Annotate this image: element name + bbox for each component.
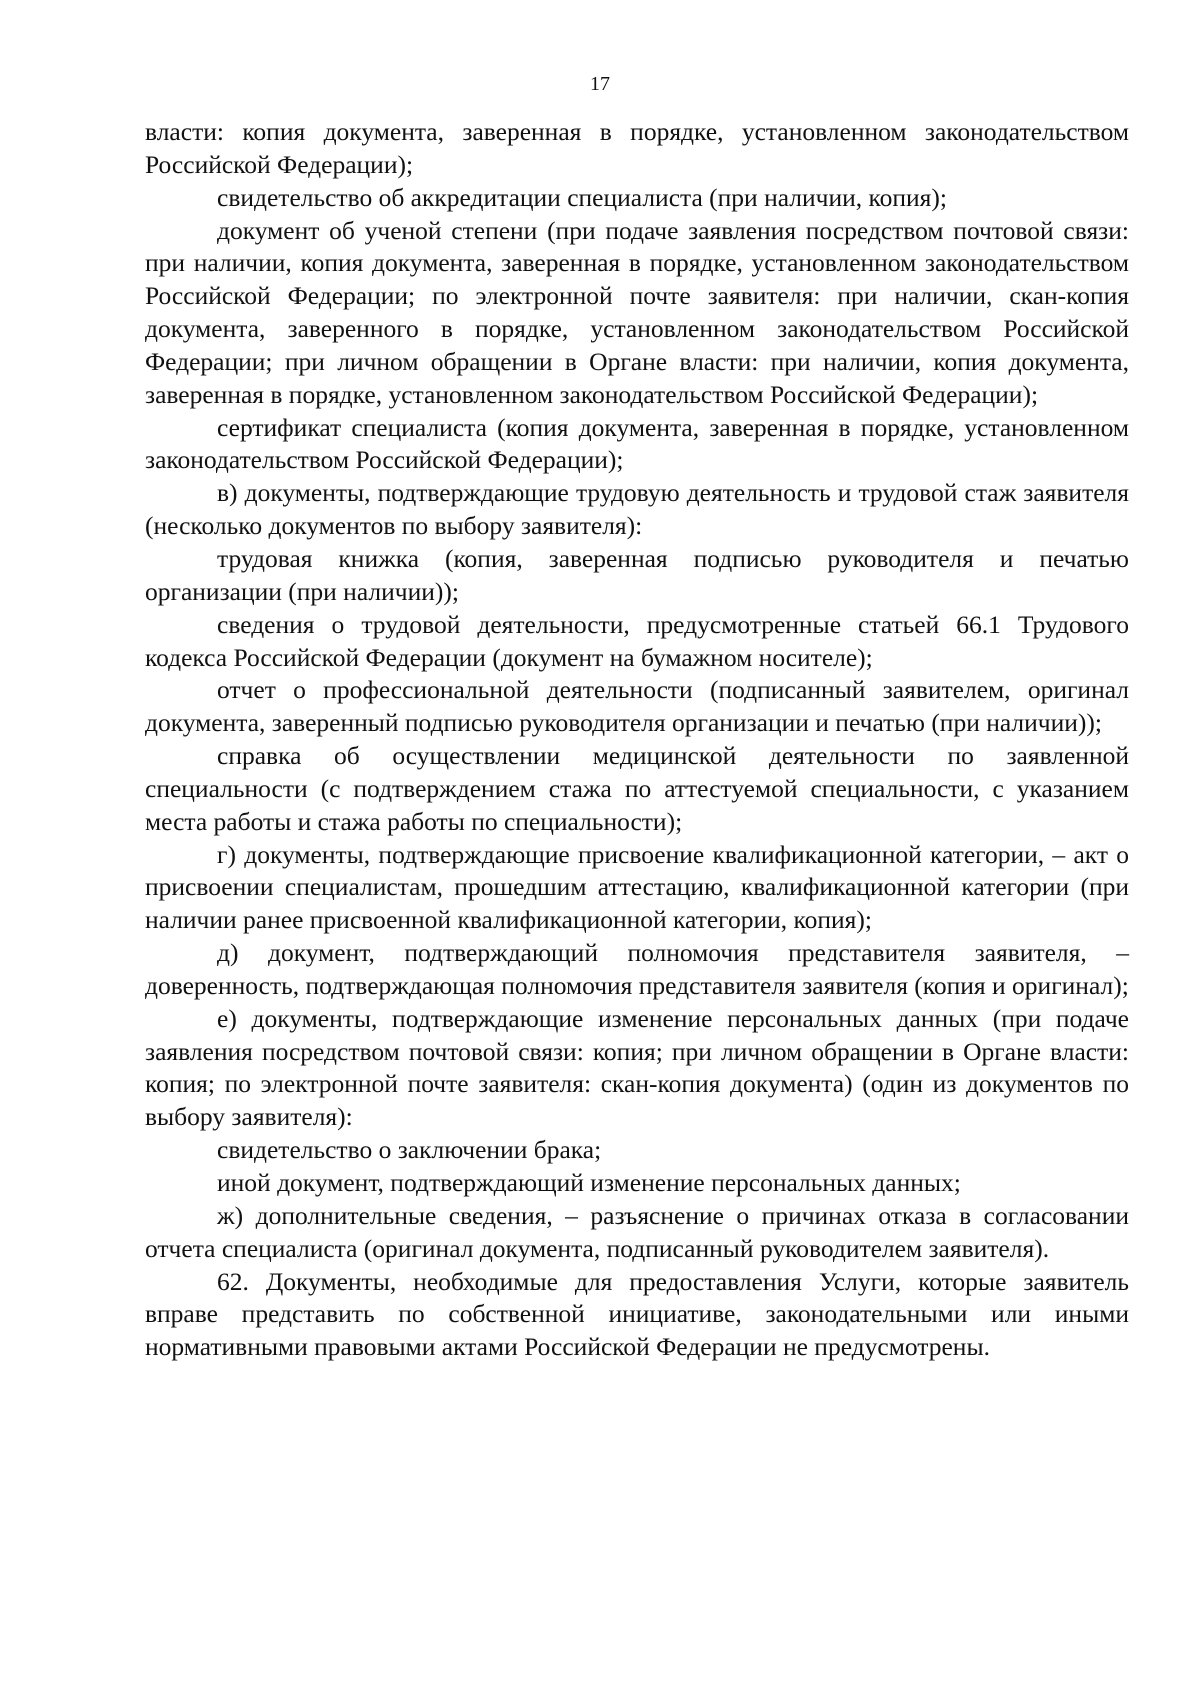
paragraph: свидетельство о заключении брака; <box>217 1135 602 1165</box>
paragraph: д) документ, подтверждающий полномочия представителя заявителя, – доверенность, подтверждающая полномочия представителя заявителя (копия и оригинал); <box>145 938 1129 1000</box>
paragraph: власти: копия документа, заверенная в порядке, установленном законодательством Российской Федерации); <box>145 117 1129 179</box>
document-body <box>145 116 1129 1364</box>
paragraph: ж) дополнительные сведения, – разъяснение о причинах отказа в согласовании отчета специалиста (оригинал документа, подписанный руководителем заявителя). <box>145 1200 1129 1263</box>
paragraph: отчет о профессиональной деятельности (подписанный заявителем, оригинал документа, заверенный подписью руководителя организации и печатью (при наличии)); <box>145 675 1129 738</box>
paragraph: 62. Документы, необходимые для предоставления Услуги, которые заявитель вправе представить по собственной инициативе, законодательными или иными нормативными правовыми актами Российской Федерации не предусмотрены. <box>145 1266 1129 1362</box>
paragraph: сертификат специалиста (копия документа, заверенная в порядке, установленном законодательством Российской Федерации); <box>145 412 1129 475</box>
paragraph: г) документы, подтверждающие присвоение квалификационной категории, – акт о присвоении специалистам, прошедшим аттестацию, квалификационной категории (при наличии ранее присвоенной квалификационной категории, копия); <box>145 839 1129 935</box>
paragraph: е) документы, подтверждающие изменение персональных данных (при подаче заявления посредством почтовой связи: копия; при личном обращении в Органе власти: копия; по электронной почте заявителя: скан-копия документа) (один из документов по выбору заявителя): <box>145 1003 1129 1132</box>
paragraph: иной документ, подтверждающий изменение персональных данных; <box>217 1168 961 1197</box>
paragraph: свидетельство об аккредитации специалиста (при наличии, копия); <box>217 182 947 212</box>
paragraph: трудовая книжка (копия, заверенная подписью руководителя и печатью организации (при наличии)); <box>145 543 1129 606</box>
paragraph: справка об осуществлении медицинской деятельности по заявленной специальности (с подтверждением стажа по аттестуемой специальности, с указанием места работы и стажа работы по специальности); <box>145 741 1129 836</box>
paragraph: в) документы, подтверждающие трудовую деятельность и трудовой стаж заявителя (несколько документов по выбору заявителя): <box>145 478 1129 541</box>
page-number: 17 <box>590 73 610 95</box>
paragraph: сведения о трудовой деятельности, предусмотренные статьей 66.1 Трудового кодекса Российской Федерации (документ на бумажном носителе); <box>145 609 1129 672</box>
paragraph: документ об ученой степени (при подаче заявления посредством почтовой связи: при наличии, копия документа, заверенная в порядке, установленном законодательством Российской Федерации; по электронной почте заявителя: при наличии, скан-копия документа, заверенного в порядке, установленном законодательством Российской Федерации; при личном обращении в Органе власти: при наличии, копия документа, заверенная в порядке, установленном законодательством Российской Федерации); <box>145 215 1129 409</box>
